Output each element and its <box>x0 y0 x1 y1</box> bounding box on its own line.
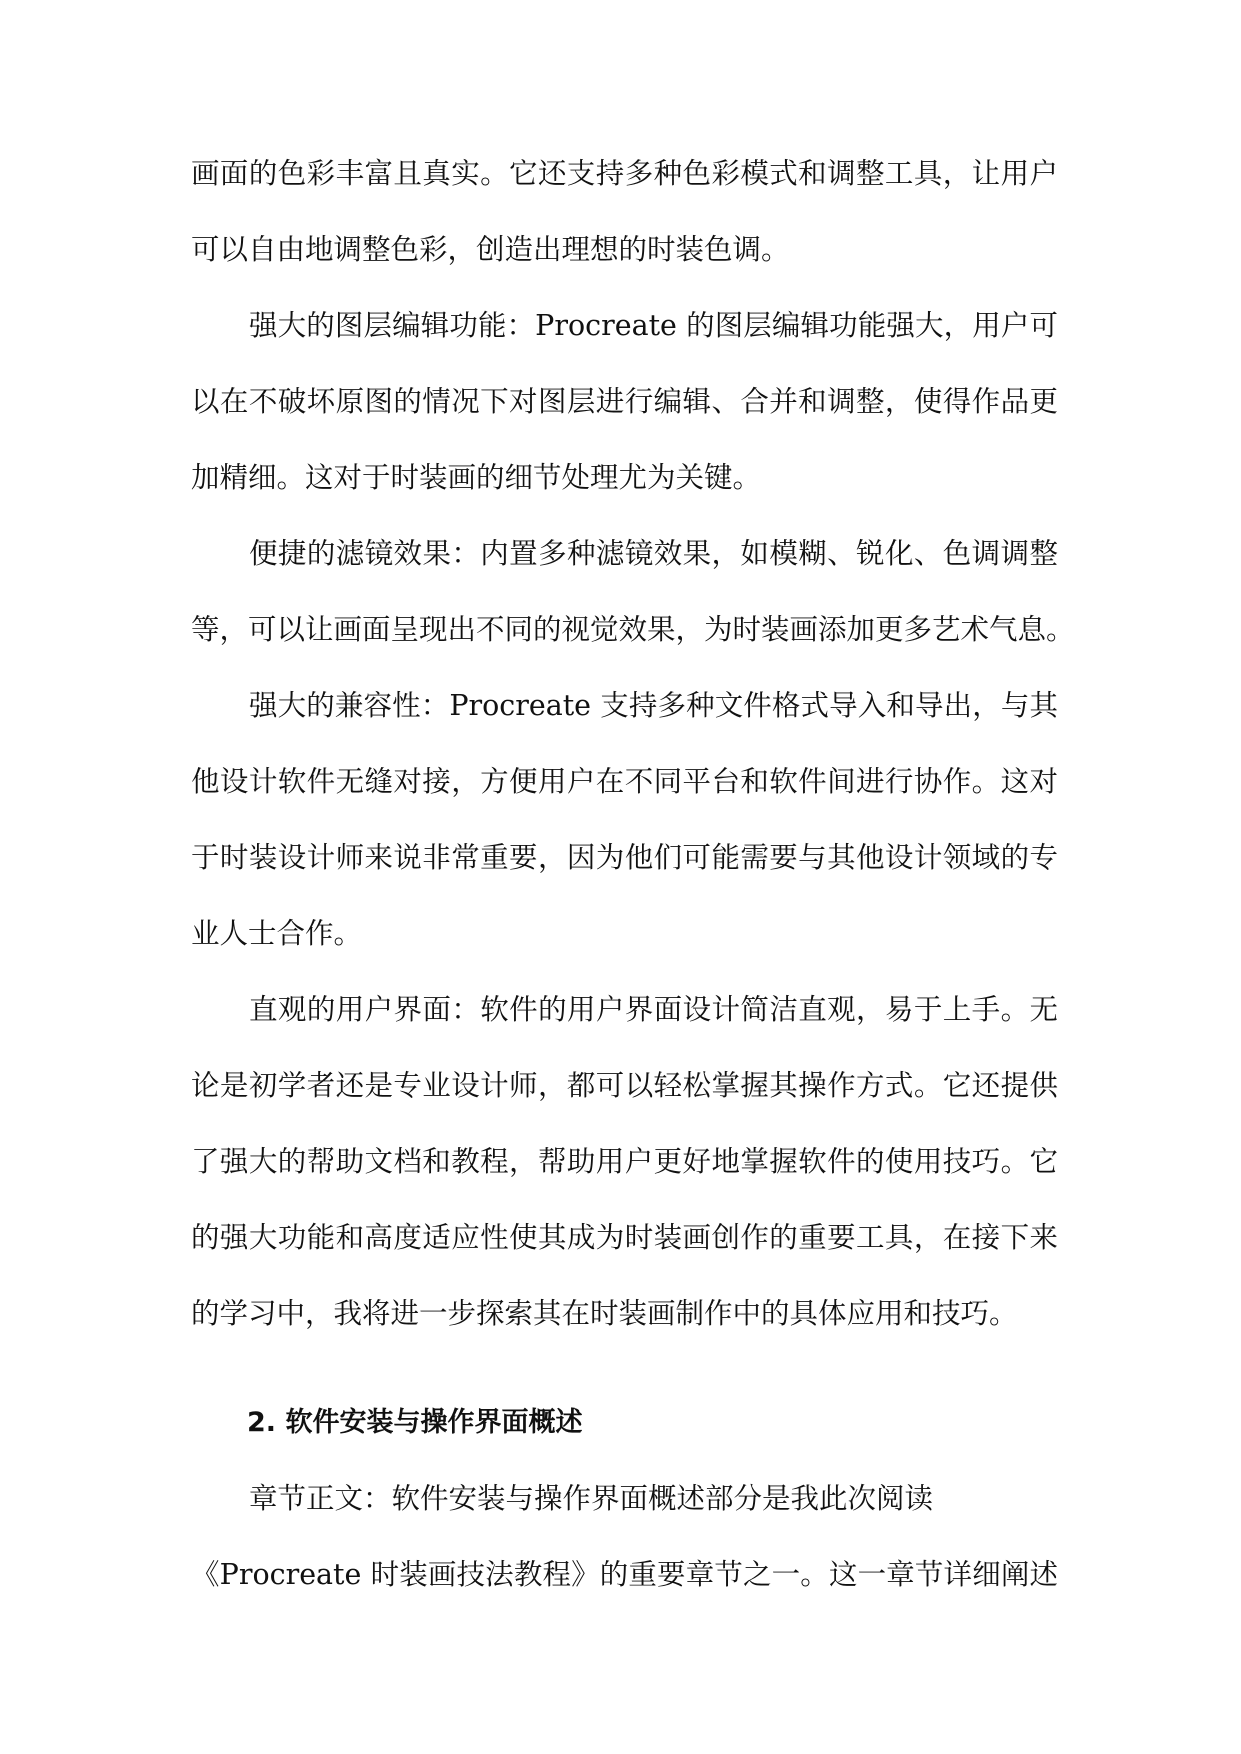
section-heading: 2. 软件安装与操作界面概述 <box>247 1407 583 1438</box>
text-line: 画面的色彩丰富且真实。它还支持多种色彩模式和调整工具，让用户 <box>191 157 1058 190</box>
text-line: 的强大功能和高度适应性使其成为时装画创作的重要工具，在接下来 <box>191 1221 1058 1254</box>
text-line: 便捷的滤镜效果：内置多种滤镜效果，如模糊、锐化、色调调整 <box>249 537 1058 570</box>
text-line: 加精细。这对于时装画的细节处理尤为关键。 <box>191 461 762 494</box>
text-line: 强大的兼容性：Procreate 支持多种文件格式导入和导出，与其 <box>249 689 1058 722</box>
paragraph <box>191 136 1058 288</box>
paragraph <box>191 1461 1058 1613</box>
text-line: 论是初学者还是专业设计师，都可以轻松掌握其操作方式。它还提供 <box>191 1069 1058 1102</box>
body-text-after <box>191 1461 1058 1613</box>
text-line: 了强大的帮助文档和教程，帮助用户更好地掌握软件的使用技巧。它 <box>191 1145 1058 1178</box>
text-line: 强大的图层编辑功能：Procreate 的图层编辑功能强大，用户可 <box>249 309 1058 342</box>
text-line: 《Procreate 时装画技法教程》的重要章节之一。这一章节详细阐述 <box>191 1558 1058 1591</box>
text-line: 等，可以让画面呈现出不同的视觉效果，为时装画添加更多艺术气息。 <box>191 613 1075 646</box>
paragraph <box>191 668 1058 972</box>
document-page <box>191 136 1075 1613</box>
text-line: 于时装设计师来说非常重要，因为他们可能需要与其他设计领域的专 <box>191 841 1058 874</box>
body-text-before <box>191 136 1075 1352</box>
text-line: 章节正文：软件安装与操作界面概述部分是我此次阅读 <box>249 1482 934 1515</box>
text-line: 的学习中，我将进一步探索其在时装画制作中的具体应用和技巧。 <box>191 1297 1018 1330</box>
text-line: 以在不破坏原图的情况下对图层进行编辑、合并和调整，使得作品更 <box>191 385 1058 418</box>
paragraph <box>191 288 1058 516</box>
text-line: 业人士合作。 <box>191 917 363 950</box>
paragraph <box>191 972 1058 1352</box>
text-line: 可以自由地调整色彩，创造出理想的时装色调。 <box>191 233 790 266</box>
paragraph <box>191 516 1075 668</box>
text-line: 直观的用户界面：软件的用户界面设计简洁直观，易于上手。无 <box>249 993 1058 1026</box>
text-line: 他设计软件无缝对接，方便用户在不同平台和软件间进行协作。这对 <box>191 765 1058 798</box>
